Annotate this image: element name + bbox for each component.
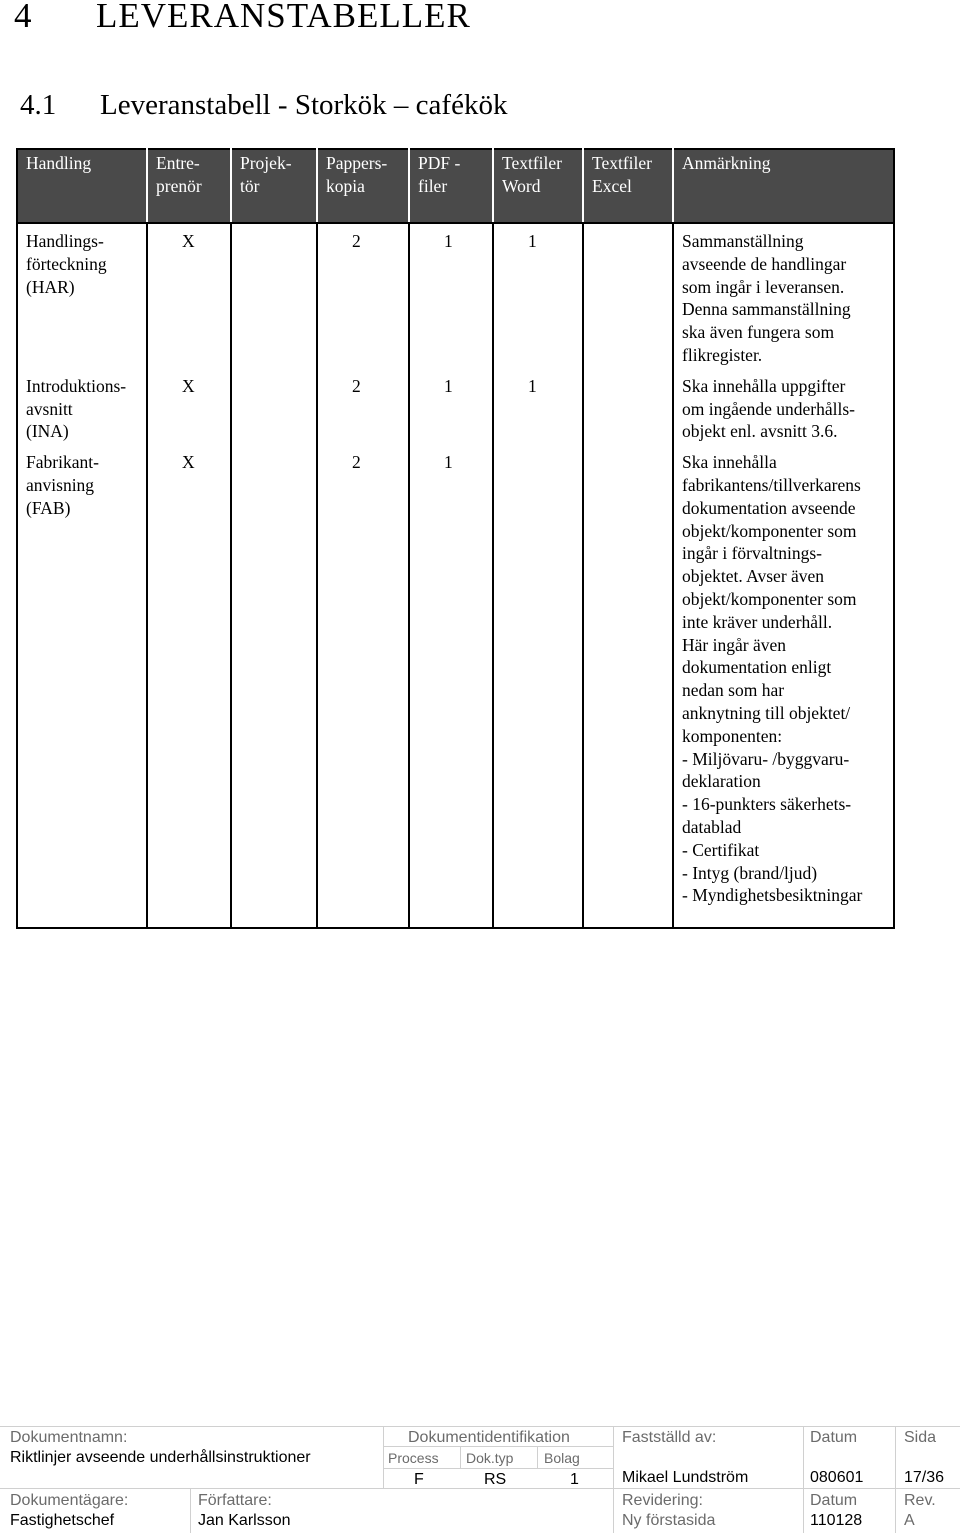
cell-entreprenor: X xyxy=(147,223,231,371)
footer-dokumentagare-label: Dokumentägare: xyxy=(10,1492,129,1509)
footer-forfattare-label: Författare: xyxy=(198,1492,272,1509)
header-projektor: Projek- tör xyxy=(231,149,317,223)
cell-entreprenor: X xyxy=(147,371,231,447)
footer-divider xyxy=(190,1488,191,1533)
footer-process-label: Process xyxy=(388,1450,439,1466)
cell-excel xyxy=(583,223,673,371)
header-entreprenor: Entre- prenör xyxy=(147,149,231,223)
header-handling: Handling xyxy=(17,149,147,223)
table-row xyxy=(17,223,894,371)
footer-datum-label: Datum xyxy=(810,1429,858,1446)
subsection-title: Leveranstabell - Storkök – cafékök xyxy=(100,89,508,121)
footer-rev-label: Rev. xyxy=(904,1492,936,1509)
table-row xyxy=(17,447,894,928)
cell-excel xyxy=(583,447,673,928)
table-header-row xyxy=(17,149,894,223)
header-papperskopia: Pappers- kopia xyxy=(317,149,409,223)
cell-anmarkning: Ska innehålla uppgifter om ingående underhålls- objekt enl. avsnitt 3.6. xyxy=(673,371,894,447)
footer-revidering: Ny förstasida xyxy=(622,1512,716,1529)
table-row xyxy=(17,371,894,447)
footer-faststalld: Mikael Lundström xyxy=(622,1469,749,1486)
footer-divider xyxy=(537,1446,538,1468)
footer-bolag: 1 xyxy=(570,1471,579,1488)
cell-word xyxy=(493,447,583,928)
footer-divider xyxy=(895,1426,896,1533)
cell-handling: Handlings- förteckning (HAR) xyxy=(17,223,147,371)
footer-dokumentnamn: Riktlinjer avseende underhållsinstruktioner xyxy=(10,1449,311,1466)
cell-word: 1 xyxy=(493,371,583,447)
footer-divider xyxy=(803,1426,804,1533)
footer-process: F xyxy=(414,1471,424,1488)
subsection-heading xyxy=(20,86,507,124)
section-heading xyxy=(14,0,471,38)
cell-word: 1 xyxy=(493,223,583,371)
document-footer xyxy=(0,1426,960,1533)
footer-divider xyxy=(383,1468,613,1469)
footer-sida: 17/36 xyxy=(904,1469,945,1486)
cell-pdf: 1 xyxy=(409,447,493,928)
footer-divider xyxy=(0,1488,960,1489)
cell-anmarkning: Ska innehålla fabrikantens/tillverkarens dokumentation avseende objekt/komponenter som ingår i förvaltnings- objektet. Avser även objekt/komponenter som inte kräver underhåll. Här ingår även dokumentation enligt nedan som har anknytning till objektet/ komponenten: - Miljövaru- /byggvaru- deklaration - 16-punkters säkerhets- datablad - Certifikat - Intyg (brand/ljud) - Myndighetsbesiktningar xyxy=(673,447,894,928)
section-number: 4 xyxy=(14,0,33,35)
cell-papperskopia: 2 xyxy=(317,223,409,371)
footer-bolag-label: Bolag xyxy=(544,1450,580,1466)
header-pdf: PDF - filer xyxy=(409,149,493,223)
footer-divider xyxy=(0,1426,960,1427)
footer-dokumentagare: Fastighetschef xyxy=(10,1512,115,1529)
cell-papperskopia: 2 xyxy=(317,447,409,928)
footer-revidering-label: Revidering: xyxy=(622,1492,703,1509)
cell-pdf: 1 xyxy=(409,223,493,371)
cell-entreprenor: X xyxy=(147,447,231,928)
footer-rev: A xyxy=(904,1512,915,1529)
cell-projektor xyxy=(231,371,317,447)
cell-projektor xyxy=(231,447,317,928)
footer-datum2: 110128 xyxy=(810,1512,863,1529)
header-excel: Textfiler Excel xyxy=(583,149,673,223)
delivery-table xyxy=(16,148,895,929)
footer-datum: 080601 xyxy=(810,1469,864,1486)
footer-datum2-label: Datum xyxy=(810,1492,858,1509)
cell-excel xyxy=(583,371,673,447)
footer-dokumentidentifikation-label: Dokumentidentifikation xyxy=(408,1429,570,1446)
cell-handling: Introduktions- avsnitt (INA) xyxy=(17,371,147,447)
footer-dokumentnamn-label: Dokumentnamn: xyxy=(10,1429,128,1446)
cell-handling: Fabrikant- anvisning (FAB) xyxy=(17,447,147,928)
footer-sida-label: Sida xyxy=(904,1429,937,1446)
cell-pdf: 1 xyxy=(409,371,493,447)
cell-anmarkning: Sammanställning avseende de handlingar som ingår i leveransen. Denna sammanställning ska även fungera som flikregister. xyxy=(673,223,894,371)
footer-divider xyxy=(460,1446,461,1468)
footer-forfattare: Jan Karlsson xyxy=(198,1512,291,1529)
footer-divider xyxy=(613,1426,614,1533)
footer-faststalld-label: Fastställd av: xyxy=(622,1429,717,1446)
subsection-number: 4.1 xyxy=(20,89,57,121)
cell-papperskopia: 2 xyxy=(317,371,409,447)
header-anmarkning: Anmärkning xyxy=(673,149,894,223)
footer-divider xyxy=(383,1426,384,1488)
footer-doktyp: RS xyxy=(484,1471,507,1488)
cell-projektor xyxy=(231,223,317,371)
section-title: LEVERANSTABELLER xyxy=(96,0,471,35)
footer-doktyp-label: Dok.typ xyxy=(466,1450,514,1466)
header-word: Textfiler Word xyxy=(493,149,583,223)
